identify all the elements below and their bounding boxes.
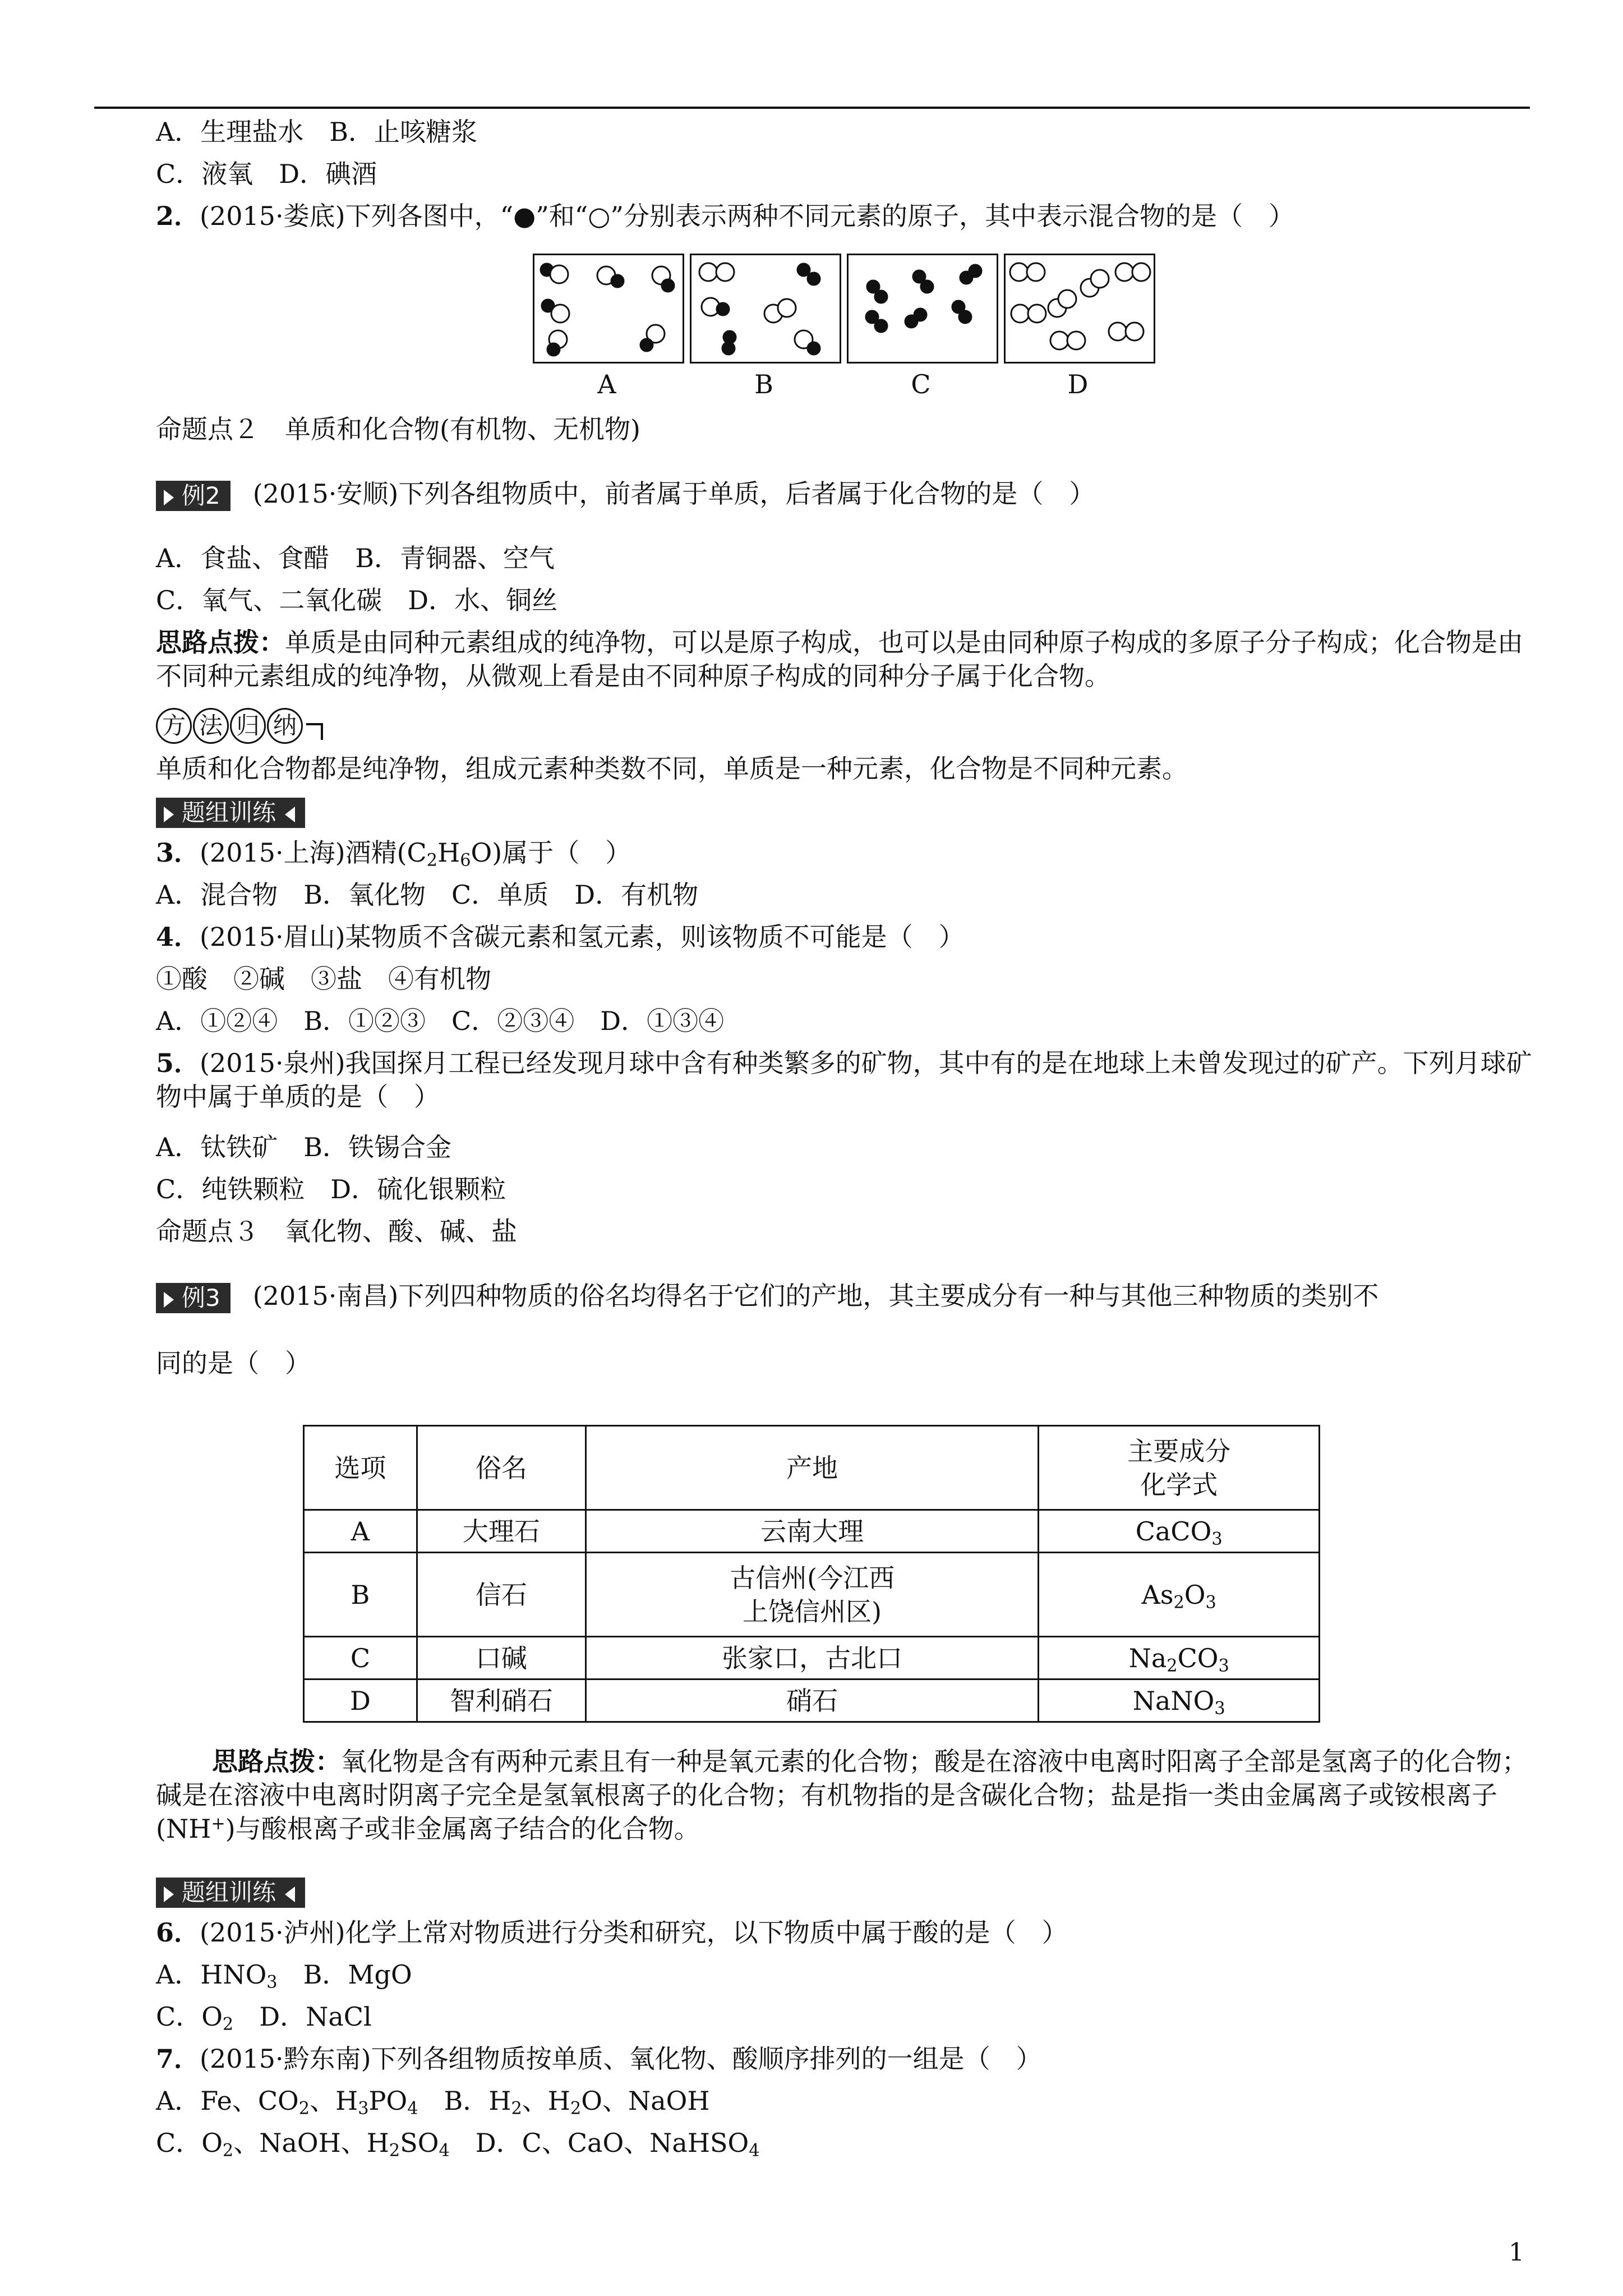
topic-heading-3: 命题点３ 氧化物、酸、碱、盐 [156,1216,517,1246]
drill-tag [156,1878,305,1908]
table-header-line: 主要成分 [1127,1435,1231,1466]
question-stem: (2015·娄底)下列各图中，“●”和“○”分别表示两种不同元素的原子，其中表示混合物的是（ ） [200,201,1294,231]
tip-label: 思路点拨： [156,627,285,657]
question-stem: (2015·泸州)化学上常对物质进行分类和研究，以下物质中属于酸的是（ ） [200,1917,1068,1948]
table-cell-line: 古信州(今江西 [730,1562,895,1593]
option-text: A．Fe、CO [156,2086,299,2116]
mineral-table [303,1425,1320,1723]
tip-paragraph-2 [156,1745,1536,1846]
molecule-label-b: B [754,369,773,399]
triangle-left-icon [285,807,295,822]
question-4 [156,920,965,954]
page-number: 1 [1509,2238,1524,2267]
drill-tag-label: 题组训练 [182,1879,276,1906]
subscript: 2 [1166,1656,1178,1676]
table-row [304,1553,1320,1637]
tip-text: 单质是由同种元素组成的纯净物，可以是原子构成，也可以是由同种原子构成的多原子分子构成；化合物是由不同种元素组成的纯净物，从微观上看是由不同种原子构成的同种分子属于化合物。 [156,627,1523,691]
option-text: PO [368,2086,408,2116]
drill-heading-1 [156,794,305,828]
option-text: 、NaOH、H [233,2128,389,2158]
triangle-right-icon [164,807,174,822]
tip-text: 氧化物是含有两种元素且有一种是氧元素的化合物；酸是在溶液中电离时阳离子全部是氢离子的化合物；碱是在溶液中电离时阴离子完全是氢氧根离子的化合物；有机物指的是含碳化合物；盐是指一类由金属离子或铵根离子(NH [156,1746,1528,1844]
question-stem: (2015·泉州)我国探月工程已经发现月球中含有种类繁多的矿物，其中有的是在地球上未曾发现过的矿产。下列月球矿物中属于单质的是（ ） [156,1048,1532,1112]
formula-part: As [1141,1579,1174,1610]
molecule-diagram-a [534,255,683,362]
question-number: 4． [156,922,200,952]
table-header-line: 化学式 [1140,1469,1218,1500]
triangle-left-icon [285,1887,295,1902]
table-cell: 张家口，古北口 [585,1637,1039,1680]
subscript: 3 [1211,1529,1223,1549]
subscript: 6 [460,850,471,871]
question-2 [156,199,1294,233]
triangle-right-icon [164,1292,174,1308]
subscript: 3 [1205,1593,1216,1613]
question-number: 5． [156,1048,200,1078]
question-5-options-cd: C．纯铁颗粒 D．硫化银颗粒 [156,1174,506,1204]
example-2 [156,477,1095,511]
question-3 [156,836,631,869]
molecule-diagrams [533,254,1150,399]
header-rule [94,107,1530,109]
q1-options-cd: C．液氧 D．碘酒 [156,159,377,189]
question-stem: H [437,838,460,868]
example-stem: (2015·南昌)下列四种物质的俗名均得名于它们的产地，其主要成分有一种与其他三种物质的类别不 [252,1281,1379,1311]
molecule-box-a [533,254,684,364]
arrow-icon [306,723,323,740]
topic-heading-2: 命题点２ 单质和化合物(有机物、无机物) [156,414,640,444]
option-text: A．HNO [156,1959,267,1990]
example-tag-label: 例3 [182,1284,220,1312]
tip-label: 思路点拨： [212,1746,341,1777]
question-stem: (2015·黔东南)下列各组物质按单质、氧化物、酸顺序排列的一组是（ ） [200,2044,1042,2074]
question-7-options-cd [156,2126,760,2160]
table-cell: C [304,1637,417,1680]
subscript: 2 [1173,1593,1184,1613]
drill-tag-label: 题组训练 [182,799,276,826]
question-stem: (2015·眉山)某物质不含碳元素和氢元素，则该物质不可能是（ ） [200,922,965,952]
question-6-options-ab [156,1958,412,1991]
method-char: 法 [193,708,229,744]
table-row [304,1510,1320,1553]
question-stem: (2015·上海)酒精(C [200,838,427,868]
table-cell: A [304,1510,417,1553]
subscript: 4 [407,2099,418,2119]
formula-part: CO [1177,1642,1219,1673]
table-cell [1039,1510,1320,1553]
table-cell: B [304,1553,417,1637]
subscript: 3 [358,2099,369,2119]
option-text: D．C、CaO、NaHSO [449,2128,749,2158]
example-tag [156,481,230,511]
subscript: 4 [749,2141,760,2161]
question-number: 6． [156,1917,200,1948]
table-row [304,1680,1320,1722]
method-summary-heading [156,708,323,744]
molecule-diagram-b [691,255,840,362]
table-cell: 信石 [417,1553,585,1637]
q1-options-ab: A．生理盐水 B．止咳糖浆 [156,117,478,147]
example-tag-label: 例2 [182,482,220,509]
tip-paragraph-1 [156,625,1536,693]
question-7-options-ab [156,2084,709,2118]
question-7 [156,2042,1042,2076]
table-header-cell: 俗名 [417,1426,585,1510]
molecule-label-a: A [597,369,616,399]
molecule-box-b [690,254,841,364]
table-cell [585,1553,1039,1637]
question-4-options: A．①②④ B．①②③ C．②③④ D．①③④ [156,1006,725,1036]
method-char: 归 [230,708,266,744]
question-stem: O)属于（ ） [471,838,631,868]
question-3-options: A．混合物 B．氧化物 C．单质 D．有机物 [156,880,699,910]
table-header-cell: 选项 [304,1426,417,1510]
drill-heading-2 [156,1874,305,1908]
method-char: 方 [156,708,192,744]
option-text: B．H [418,2086,511,2116]
option-text: 、H [310,2086,358,2116]
question-number: 7． [156,2044,200,2074]
table-cell [1039,1637,1320,1680]
question-6 [156,1916,1068,1949]
table-cell [1039,1553,1320,1637]
subscript: 3 [1214,1699,1225,1719]
table-cell: 云南大理 [585,1510,1039,1553]
example-2-options-cd: C．氧气、二氧化碳 D．水、铜丝 [156,585,558,615]
example-3-stem-cont: 同的是（ ） [156,1348,311,1378]
table-cell: 口碱 [417,1637,585,1680]
question-4-items: ①酸 ②碱 ③盐 ④有机物 [156,964,491,994]
question-5-options-ab: A．钛铁矿 B．铁锡合金 [156,1132,452,1162]
table-row [304,1637,1320,1680]
molecule-box-c [847,254,998,364]
table-cell: 智利硝石 [417,1680,585,1722]
molecule-label-d: D [1067,369,1089,399]
subscript: 2 [570,2099,582,2119]
option-text: B．MgO [277,1959,412,1990]
table-cell-line: 上饶信州区) [743,1596,882,1627]
table-cell: 大理石 [417,1510,585,1553]
question-number: 3． [156,838,200,868]
question-5 [156,1046,1536,1114]
subscript: 2 [298,2099,310,2119]
method-char: 纳 [267,708,303,744]
formula-part: Na [1128,1642,1167,1673]
table-header-cell: 产地 [585,1426,1039,1510]
molecule-diagram-c [849,255,997,362]
subscript: 2 [511,2099,522,2119]
option-text: D．NaCl [233,2001,372,2032]
example-3 [156,1279,1378,1313]
option-text: C．O [156,2128,223,2158]
triangle-right-icon [164,1887,174,1902]
subscript: 2 [222,2141,234,2161]
subscript: 3 [266,1972,278,1993]
subscript: 2 [389,2141,400,2161]
drill-tag [156,798,305,828]
subscript: 4 [439,2141,450,2161]
table-header-row [304,1426,1320,1510]
option-text: O、NaOH [581,2086,710,2116]
molecule-label-c: C [911,369,931,399]
table-header-cell [1039,1426,1320,1510]
formula-part: O [1184,1579,1206,1610]
tip-text: )与酸根离子或非金属离子结合的化合物。 [225,1814,700,1844]
triangle-right-icon [164,490,174,505]
formula-part: NaNO [1132,1685,1215,1716]
molecule-box-d [1004,254,1155,364]
method-summary-text: 单质和化合物都是纯净物，组成元素种类数不同，单质是一种元素，化合物是不同种元素。 [156,753,1188,784]
subscript: 3 [1218,1656,1229,1676]
example-tag [156,1283,230,1313]
subscript: 2 [222,2014,234,2035]
option-text: SO [400,2128,439,2158]
formula-part: CaCO [1135,1516,1212,1547]
superscript: + [211,1814,225,1834]
example-stem: (2015·安顺)下列各组物质中，前者属于单质，后者属于化合物的是（ ） [252,478,1095,509]
question-6-options-cd [156,2000,372,2033]
table-cell: D [304,1680,417,1722]
example-2-options-ab: A．食盐、食醋 B．青铜器、空气 [156,543,555,573]
molecule-diagram-d [1006,255,1154,362]
subscript: 2 [426,850,438,871]
option-text: 、H [522,2086,570,2116]
question-number: 2． [156,201,200,231]
table-cell: 硝石 [585,1680,1039,1722]
table-cell [1039,1680,1320,1722]
option-text: C．O [156,2001,223,2032]
